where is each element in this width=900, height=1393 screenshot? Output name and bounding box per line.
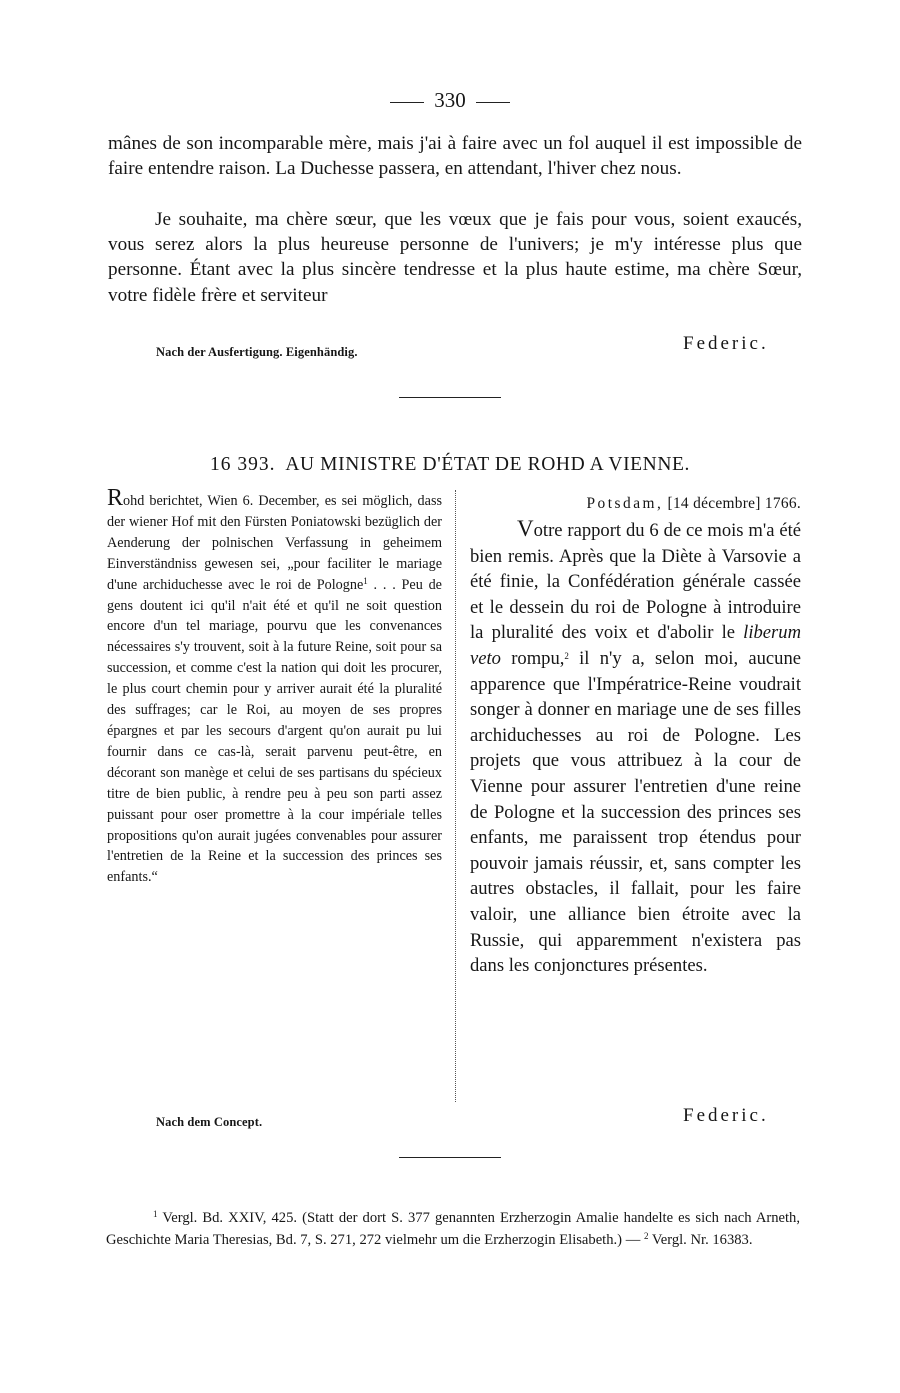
footnote-ref-2: 2: [564, 651, 569, 662]
continued-letter-paragraph-1: mânes de son incomparable mère, mais j'ai à faire avec un fol auquel il est impossible de faire entendre raison. La Duchesse passera, en attendant, l'hiver chez nous.: [108, 133, 802, 180]
footnote-mark-2: 2: [643, 1230, 649, 1241]
letter-initial: V: [517, 516, 534, 541]
letter-body: [470, 516, 801, 979]
letter-number: 16 393.: [209, 454, 276, 475]
source-note-1: Nach der Ausfertigung. Eigenhändig.: [156, 345, 358, 359]
footnote-body: [106, 1208, 800, 1251]
header-dash-right: [476, 102, 510, 103]
letter-summary-column: [107, 485, 442, 888]
continued-letter-paragraph-2: Je souhaite, ma chère sœur, que les vœux que je fais pour vous, soient exaucés, vous serez alors la plus heureuse personne de l'univers; je m'y intéresse plus que personne. Étant avec la plus sincère tendresse et la plus haute estime, ma chère Sœur, votre fidèle frère et serviteur: [108, 209, 802, 306]
letter-text-b: rompu,: [500, 647, 565, 669]
signature-1: Federic.: [683, 333, 769, 354]
section-divider-1: [399, 397, 501, 398]
letter-text-italic: liberum veto: [470, 622, 801, 669]
footnote-mark-1: 1: [153, 1209, 158, 1220]
section-divider-2: [399, 1157, 501, 1158]
dateline: [470, 491, 801, 516]
footnote-ref-1: 1: [363, 575, 368, 586]
page-number: 330: [434, 88, 466, 112]
letter-text-column: [470, 491, 801, 979]
dateline-date: [14 décembre] 1766.: [667, 495, 801, 512]
dateline-place: Potsdam,: [586, 495, 664, 512]
letter-title: AU MINISTRE D'ÉTAT DE ROHD A VIENNE.: [285, 454, 691, 475]
signature-2: Federic.: [683, 1105, 769, 1126]
page-number-header: [0, 88, 900, 113]
summary-text: ohd berichtet, Wien 6. December, es sei möglich, dass der wiener Hof mit den Fürsten Poniatowski bezüglich der Aenderung der polnischen Verfassung in geheimem Einverständniss gewesen sei, „pour faciliter le mariage d'une archiduchesse avec le roi de Pologne: [107, 493, 442, 593]
letter-text-a: otre rapport du 6 de ce mois m'a été bien remis. Après que la Diète à Varsovie a été finie, la Confédération générale cassée et le dessein du roi de Pologne à introduire la pluralité des voix et d'abolir le: [470, 520, 801, 644]
summary-initial: R: [107, 485, 124, 511]
column-divider: [455, 490, 456, 1102]
footnote-2-text: Vergl. Nr. 16383.: [648, 1231, 753, 1248]
footnote-1-text: Vergl. Bd. XXIV, 425. (Statt der dort S. 377 genannten Erzherzogin Amalie handelte es sich nach Arneth, Geschichte Maria Theresias, Bd. 7, S. 271, 272 vielmehr um die Erzherzogin Elisabeth.) —: [106, 1210, 800, 1248]
letter-text-c: il n'y a, selon moi, aucune apparence que l'Impératrice-Reine voudrait songer à donner en mariage une de ses filles archiduchesses au roi de Pologne. Les projets que vous attribuez à la cour de Vienne pour assurer l'entretien d'une reine de Pologne et la succession des princes ses enfants, me paraissent trop étendus pour pouvoir jamais réussir, et, sans compter les autres obstacles, il fallait, pour les faire valoir, une alliance bien étroite avec la Russie, qui apparemment n'existera pas dans les conjonctures présentes.: [470, 647, 801, 977]
source-note-2: Nach dem Concept.: [156, 1115, 263, 1129]
letter-heading: [0, 454, 900, 476]
footnotes: [106, 1208, 800, 1251]
header-dash-left: [390, 102, 424, 103]
summary-text-continued: . . . Peu de gens doutent ici qu'il n'ait été et qu'il ne soit question encore d'un tel mariage, pourvu que les convenances nécessaires s'y trouvent, soit à la future Reine, soit pour sa succession, et comme c'est la nation qui doit les procurer, le plus court chemin pour y arriver aurait été la pluralité des suffrages; car le Roi, au moyen de ses propres épargnes et par les secours d'argent qu'on aurait pu lui fournir dans ce cas-là, serait parvenu peut-être, en décorant son manège et celui de ses partisans du spécieux titre de bien public, à rendre peu à peu son parti assez puissant pour oser promettre à la cour impériale telles propositions qu'on aurait jugées convenables pour assurer l'entretien de la Reine et la succession des princes ses enfants.“: [107, 576, 442, 886]
